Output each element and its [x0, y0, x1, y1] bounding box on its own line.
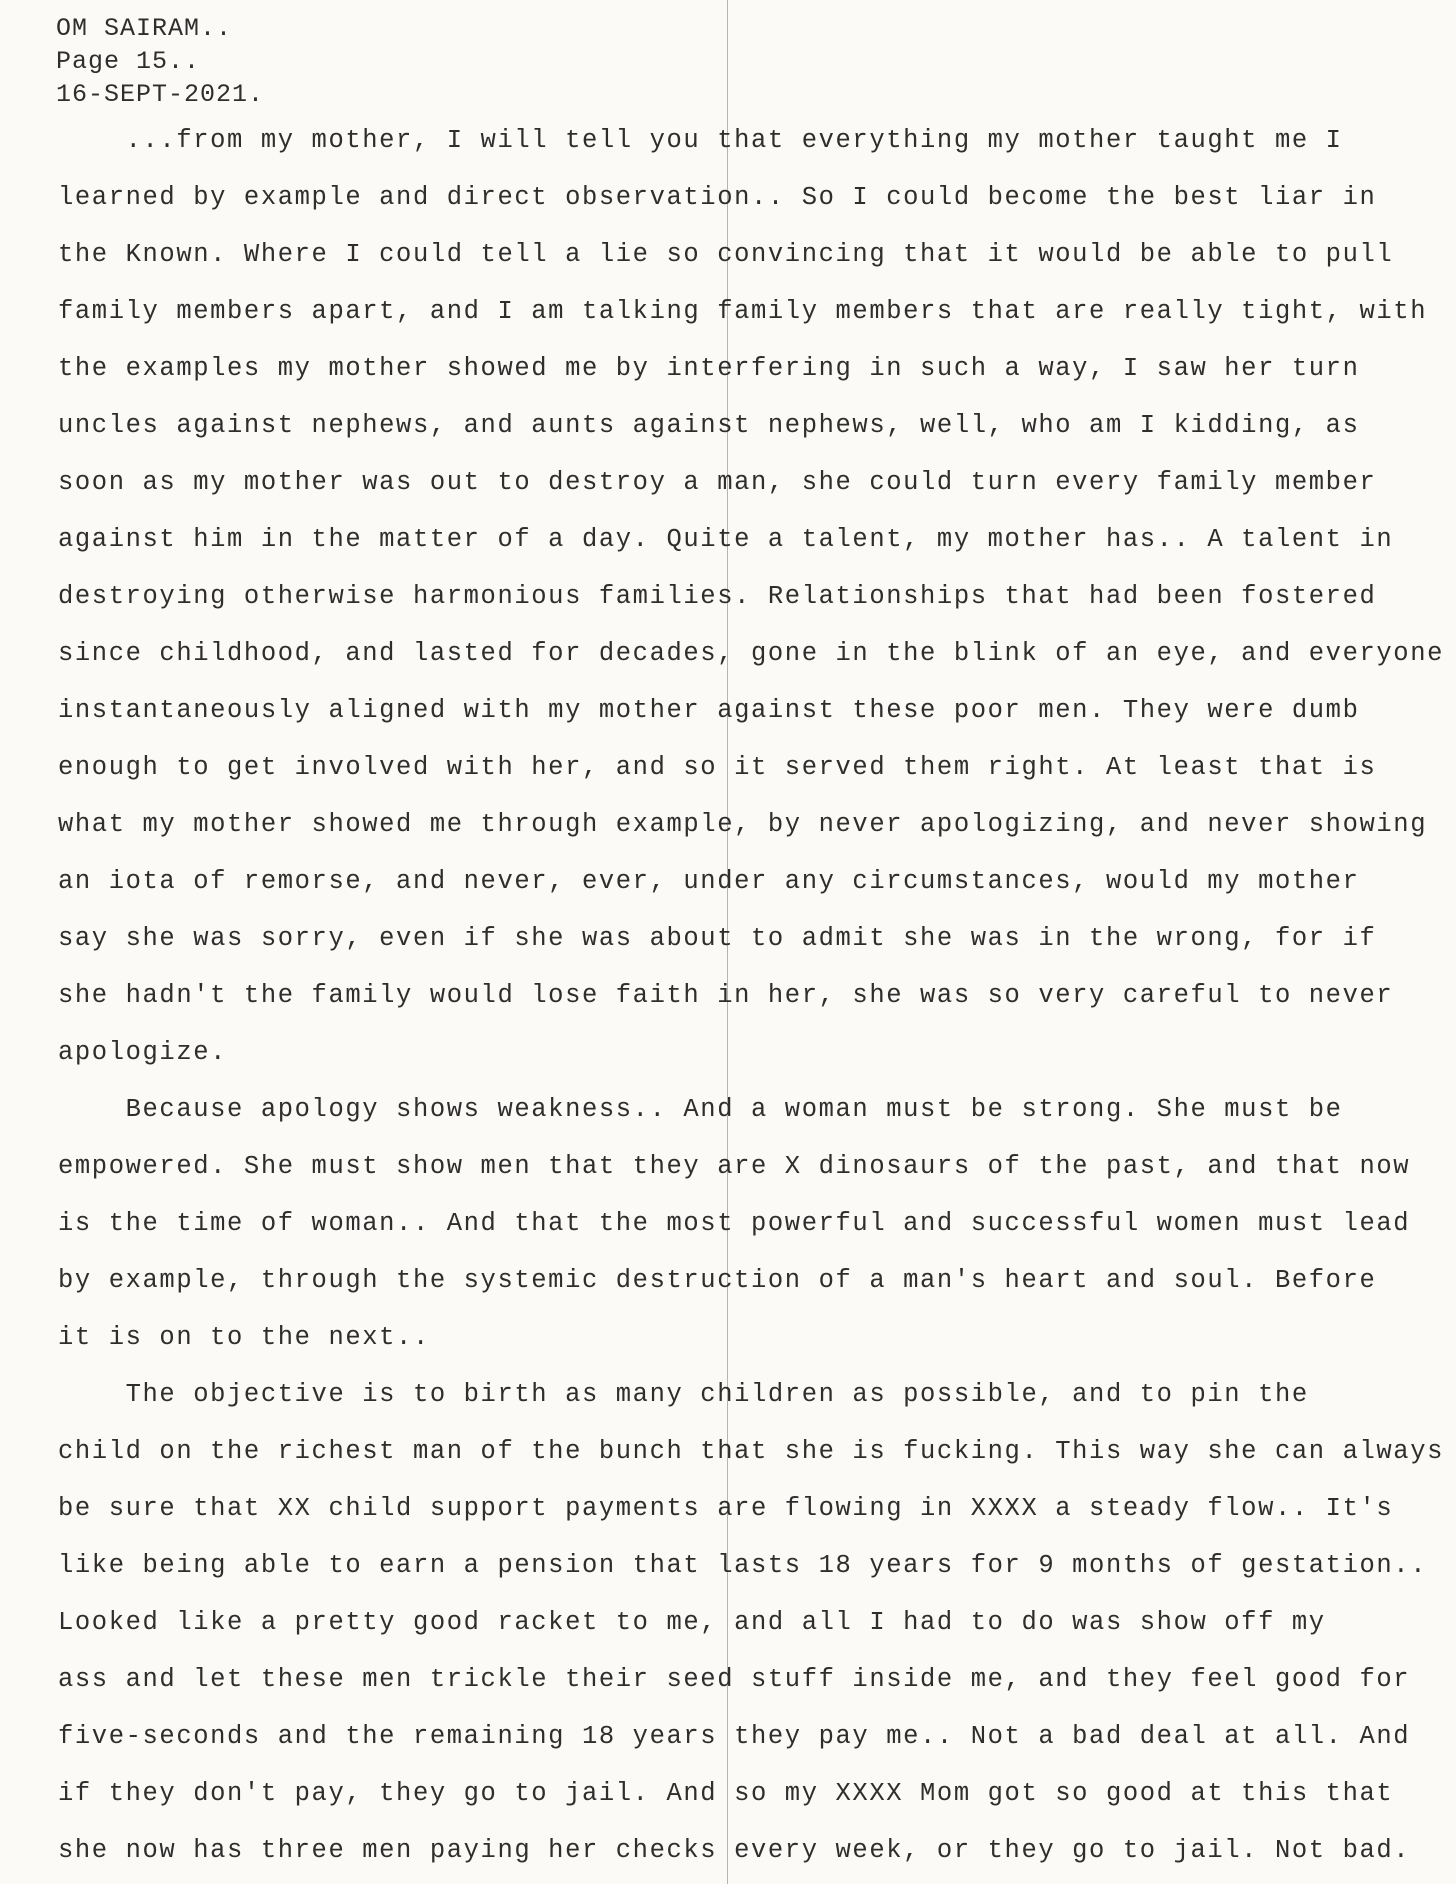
page-header	[56, 12, 264, 111]
text-line: The objective is to birth as many children as possible, and to pin the	[58, 1380, 1309, 1409]
text-line: soon as my mother was out to destroy a man, she could turn every family member	[58, 468, 1377, 497]
text-line: instantaneously aligned with my mother against these poor men. They were dumb	[58, 696, 1360, 725]
text-line: uncles against nephews, and aunts against nephews, well, who am I kidding, as	[58, 411, 1360, 440]
header-page-number: Page 15..	[56, 47, 201, 76]
text-line: learned by example and direct observation.. So I could become the best liar in	[58, 183, 1377, 212]
header-date: 16-SEPT-2021.	[56, 80, 265, 109]
text-line: empowered. She must show men that they are X dinosaurs of the past, and that now	[58, 1152, 1411, 1181]
text-line: like being able to earn a pension that lasts 18 years for 9 months of gestation..	[58, 1551, 1428, 1580]
text-line: what my mother showed me through example, by never apologizing, and never showing	[58, 810, 1428, 839]
text-line: be sure that XX child support payments are flowing in XXXX a steady flow.. It's	[58, 1494, 1394, 1523]
text-line: the examples my mother showed me by interfering in such a way, I saw her turn	[58, 354, 1360, 383]
text-line: five-seconds and the remaining 18 years they pay me.. Not a bad deal at all. And	[58, 1722, 1411, 1751]
text-line: is the time of woman.. And that the most powerful and successful women must lead	[58, 1209, 1411, 1238]
text-line: she hadn't the family would lose faith in her, she was so very careful to never	[58, 981, 1394, 1010]
text-line: destroying otherwise harmonious families. Relationships that had been fostered	[58, 582, 1377, 611]
text-line: it is on to the next..	[58, 1323, 430, 1352]
text-line: apologize.	[58, 1038, 228, 1067]
text-line: say she was sorry, even if she was about to admit she was in the wrong, for if	[58, 924, 1377, 953]
text-line: an iota of remorse, and never, ever, under any circumstances, would my mother	[58, 867, 1360, 896]
text-line: ...from my mother, I will tell you that everything my mother taught me I	[58, 126, 1343, 155]
text-line: Looked like a pretty good racket to me, and all I had to do was show off my	[58, 1608, 1326, 1637]
text-line: family members apart, and I am talking family members that are really tight, with	[58, 297, 1428, 326]
text-line: by example, through the systemic destruction of a man's heart and soul. Before	[58, 1266, 1377, 1295]
header-title: OM SAIRAM..	[56, 14, 233, 43]
text-line: child on the richest man of the bunch that she is fucking. This way she can always	[58, 1437, 1445, 1466]
text-line: the Known. Where I could tell a lie so convincing that it would be able to pull	[58, 240, 1394, 269]
text-line: she now has three men paying her checks every week, or they go to jail. Not bad.	[58, 1836, 1411, 1865]
text-line: since childhood, and lasted for decades, gone in the blink of an eye, and everyone	[58, 639, 1445, 668]
text-line: enough to get involved with her, and so it served them right. At least that is	[58, 753, 1377, 782]
text-line: against him in the matter of a day. Quite a talent, my mother has.. A talent in	[58, 525, 1394, 554]
text-line: Because apology shows weakness.. And a woman must be strong. She must be	[58, 1095, 1343, 1124]
text-line: ass and let these men trickle their seed stuff inside me, and they feel good for	[58, 1665, 1411, 1694]
text-line: if they don't pay, they go to jail. And so my XXXX Mom got so good at this that	[58, 1779, 1394, 1808]
